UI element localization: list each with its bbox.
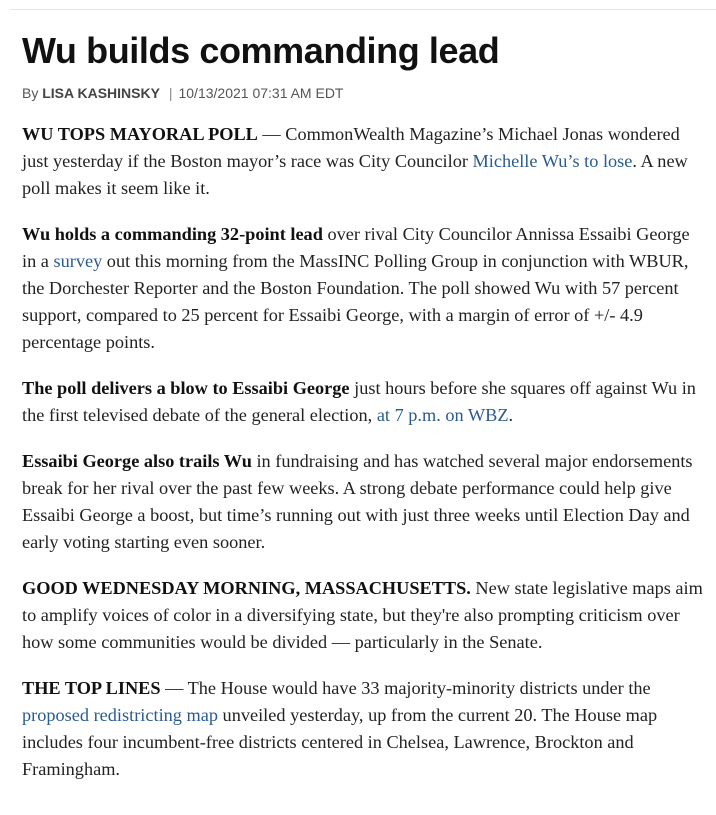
michelle-wu-link[interactable]: Michelle Wu’s to lose <box>472 151 633 171</box>
paragraph-lead: GOOD WEDNESDAY MORNING, MASSACHUSETTS. <box>22 578 471 598</box>
paragraph-text: unveiled yesterday, up from the current 20. The House map includes four incumbent-free districts centered in Chelsea, Lawrence, Brockton and Framingham. <box>22 705 658 779</box>
publish-datetime: 10/13/2021 07:31 AM EDT <box>178 85 344 101</box>
paragraph-poll-blow <box>22 375 708 429</box>
survey-link[interactable]: survey <box>53 251 103 271</box>
paragraph-text: just hours before she squares off against Wu in the first televised debate of the general election, <box>22 378 696 425</box>
paragraph-wu-tops-poll <box>22 121 708 202</box>
paragraph-lead: Essaibi George also trails Wu <box>22 451 252 471</box>
paragraph-text: . A new poll makes it seem like it. <box>22 151 688 198</box>
paragraph-text: . <box>508 405 514 425</box>
redistricting-map-link[interactable]: proposed redistricting map <box>22 705 218 725</box>
byline-separator: | <box>168 85 173 101</box>
paragraph-top-lines <box>22 675 708 783</box>
paragraph-text: out this morning from the MassINC Polling Group in conjunction with WBUR, the Dorchester Reporter and the Boston Foundation. The poll showed Wu with 57 percent support, compared to 25 percent for Essaibi George, with a margin of error of +/- 4.9 percentage points. <box>22 251 689 352</box>
paragraph-text: over rival City Councilor Annissa Essaibi George in a <box>22 224 690 271</box>
article <box>22 28 708 802</box>
author-name[interactable]: LISA KASHINSKY <box>42 85 160 101</box>
article-body <box>22 121 708 783</box>
paragraph-text: New state legislative maps aim to amplify voices of color in a diversifying state, but they're also prompting criticism over how some communities would be divided — particularly in the Senate. <box>22 578 703 652</box>
paragraph-commanding-lead <box>22 221 708 356</box>
paragraph-lead: The poll delivers a blow to Essaibi George <box>22 378 350 398</box>
paragraph-lead: WU TOPS MAYORAL POLL <box>22 124 258 144</box>
paragraph-lead: Wu holds a commanding 32-point lead <box>22 224 323 244</box>
paragraph-text: in fundraising and has watched several major endorsements break for her rival over the past few weeks. A strong debate performance could help give Essaibi George a boost, but time’s running out with just three weeks until Election Day and early voting starting even sooner. <box>22 451 693 552</box>
paragraph-fundraising <box>22 448 708 556</box>
paragraph-good-morning <box>22 575 708 656</box>
wbz-debate-link[interactable]: at 7 p.m. on WBZ <box>376 405 509 425</box>
byline-prefix: By <box>22 85 39 101</box>
top-divider <box>10 9 716 10</box>
paragraph-text: — CommonWealth Magazine’s Michael Jonas wondered just yesterday if the Boston mayor’s race was City Councilor <box>22 124 680 171</box>
article-headline: Wu builds commanding lead <box>22 30 500 71</box>
paragraph-text: — The House would have 33 majority-minority districts under the <box>160 678 651 698</box>
byline <box>22 84 708 102</box>
paragraph-lead: THE TOP LINES <box>22 678 161 698</box>
